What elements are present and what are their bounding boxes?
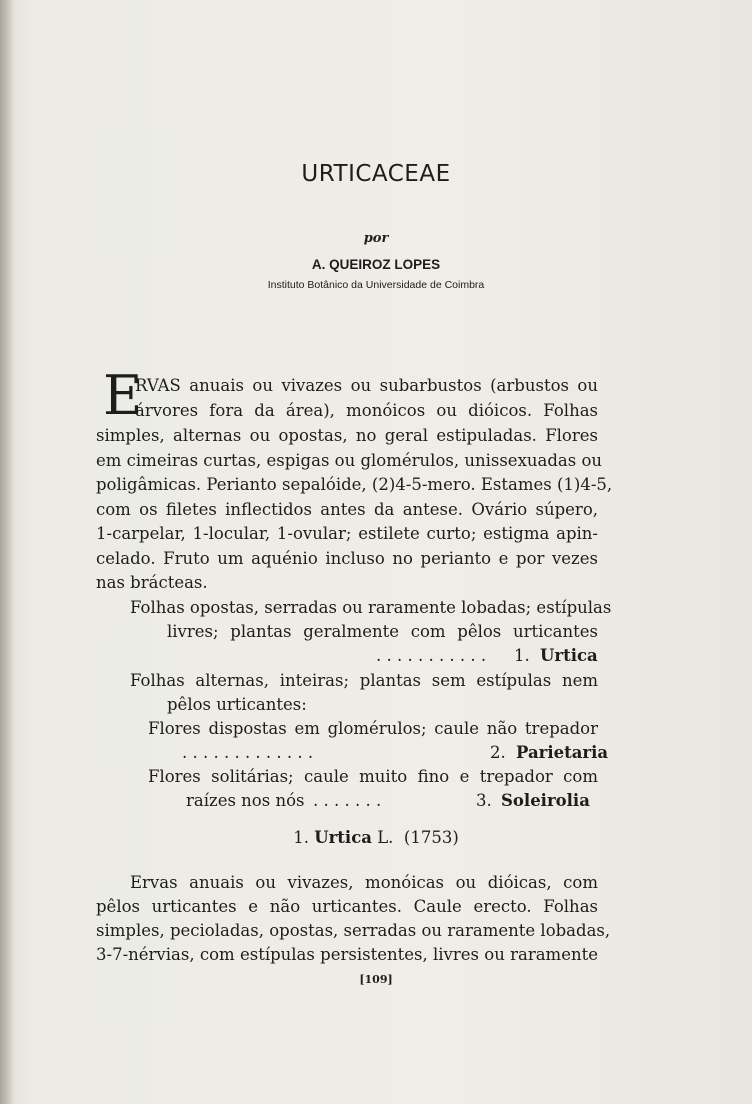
genus-number: 1. xyxy=(293,828,309,847)
key-leader-dots: . . . . . . . . . . . xyxy=(376,646,487,665)
author-affiliation: Instituto Botânico da Universidade de Coimbra xyxy=(267,279,485,291)
genus-desc-line: pêlos urticantes e não urticantes. Caule erecto. Folhas xyxy=(96,897,598,916)
byline: por xyxy=(363,231,389,246)
intro-line: nas brácteas. xyxy=(96,573,208,592)
key-couplet-1: livres; plantas geralmente com pêlos urticantes xyxy=(167,622,598,641)
key-result-genus: Urtica xyxy=(540,646,598,665)
intro-line: com os filetes inflectidos antes da antese. Ovário súpero, xyxy=(96,500,598,519)
key-couplet-2b: raízes nos nós xyxy=(186,791,305,810)
genus-desc-line: simples, pecioladas, opostas, serradas ou raramente lobadas, xyxy=(96,921,611,940)
intro-line: árvores fora da área), monóicos ou dióicos. Folhas xyxy=(135,401,598,420)
key-couplet-2: Folhas alternas, inteiras; plantas sem estípulas nem xyxy=(130,671,598,690)
genus-desc-line: 3-7-nérvias, com estípulas persistentes, livres ou raramente xyxy=(96,945,598,964)
key-leader-dots: . . . . . . . . . . . . . xyxy=(182,743,314,762)
key-result-number: 2. xyxy=(490,743,506,762)
genus-name: Urtica xyxy=(314,828,372,847)
key-couplet-2b: Flores solitárias; caule muito fino e trepador com xyxy=(148,767,598,786)
intro-line: em cimeiras curtas, espigas ou glomérulos, unissexuadas ou xyxy=(96,451,603,470)
key-couplet-2a: Flores dispostas em glomérulos; caule não trepador xyxy=(148,719,598,738)
genus-desc-line: Ervas anuais ou vivazes, monóicas ou dióicas, com xyxy=(130,873,598,892)
intro-line: simples, alternas ou opostas, no geral estipuladas. Flores xyxy=(96,426,598,445)
key-result-genus: Soleirolia xyxy=(501,791,590,810)
author-name: A. QUEIROZ LOPES xyxy=(311,257,441,272)
key-couplet-1: Folhas opostas, serradas ou raramente lobadas; estípulas xyxy=(130,598,612,617)
genus-author: L. xyxy=(377,828,394,847)
key-leader-dots: . . . . . . . xyxy=(313,791,382,810)
key-couplet-2: pêlos urticantes: xyxy=(167,695,307,714)
intro-line: poligâmicas. Perianto sepalóide, (2)4-5-mero. Estames (1)4-5, xyxy=(96,475,613,494)
key-result-number: 3. xyxy=(476,791,492,810)
drop-cap: E xyxy=(103,364,143,427)
page-number: [109] xyxy=(359,973,393,986)
intro-line: 1-carpelar, 1-locular, 1-ovular; estilete curto; estigma apin- xyxy=(96,524,598,543)
page-title: URTICACEAE xyxy=(301,161,451,187)
key-result-genus: Parietaria xyxy=(516,743,609,762)
genus-heading xyxy=(0,828,752,847)
genus-year: (1753) xyxy=(403,828,459,847)
intro-line: RVAS anuais ou vivazes ou subarbustos (arbustos ou xyxy=(135,376,598,395)
intro-line: celado. Fruto um aquénio incluso no perianto e por vezes xyxy=(96,549,598,568)
key-result-number: 1. xyxy=(514,646,530,665)
